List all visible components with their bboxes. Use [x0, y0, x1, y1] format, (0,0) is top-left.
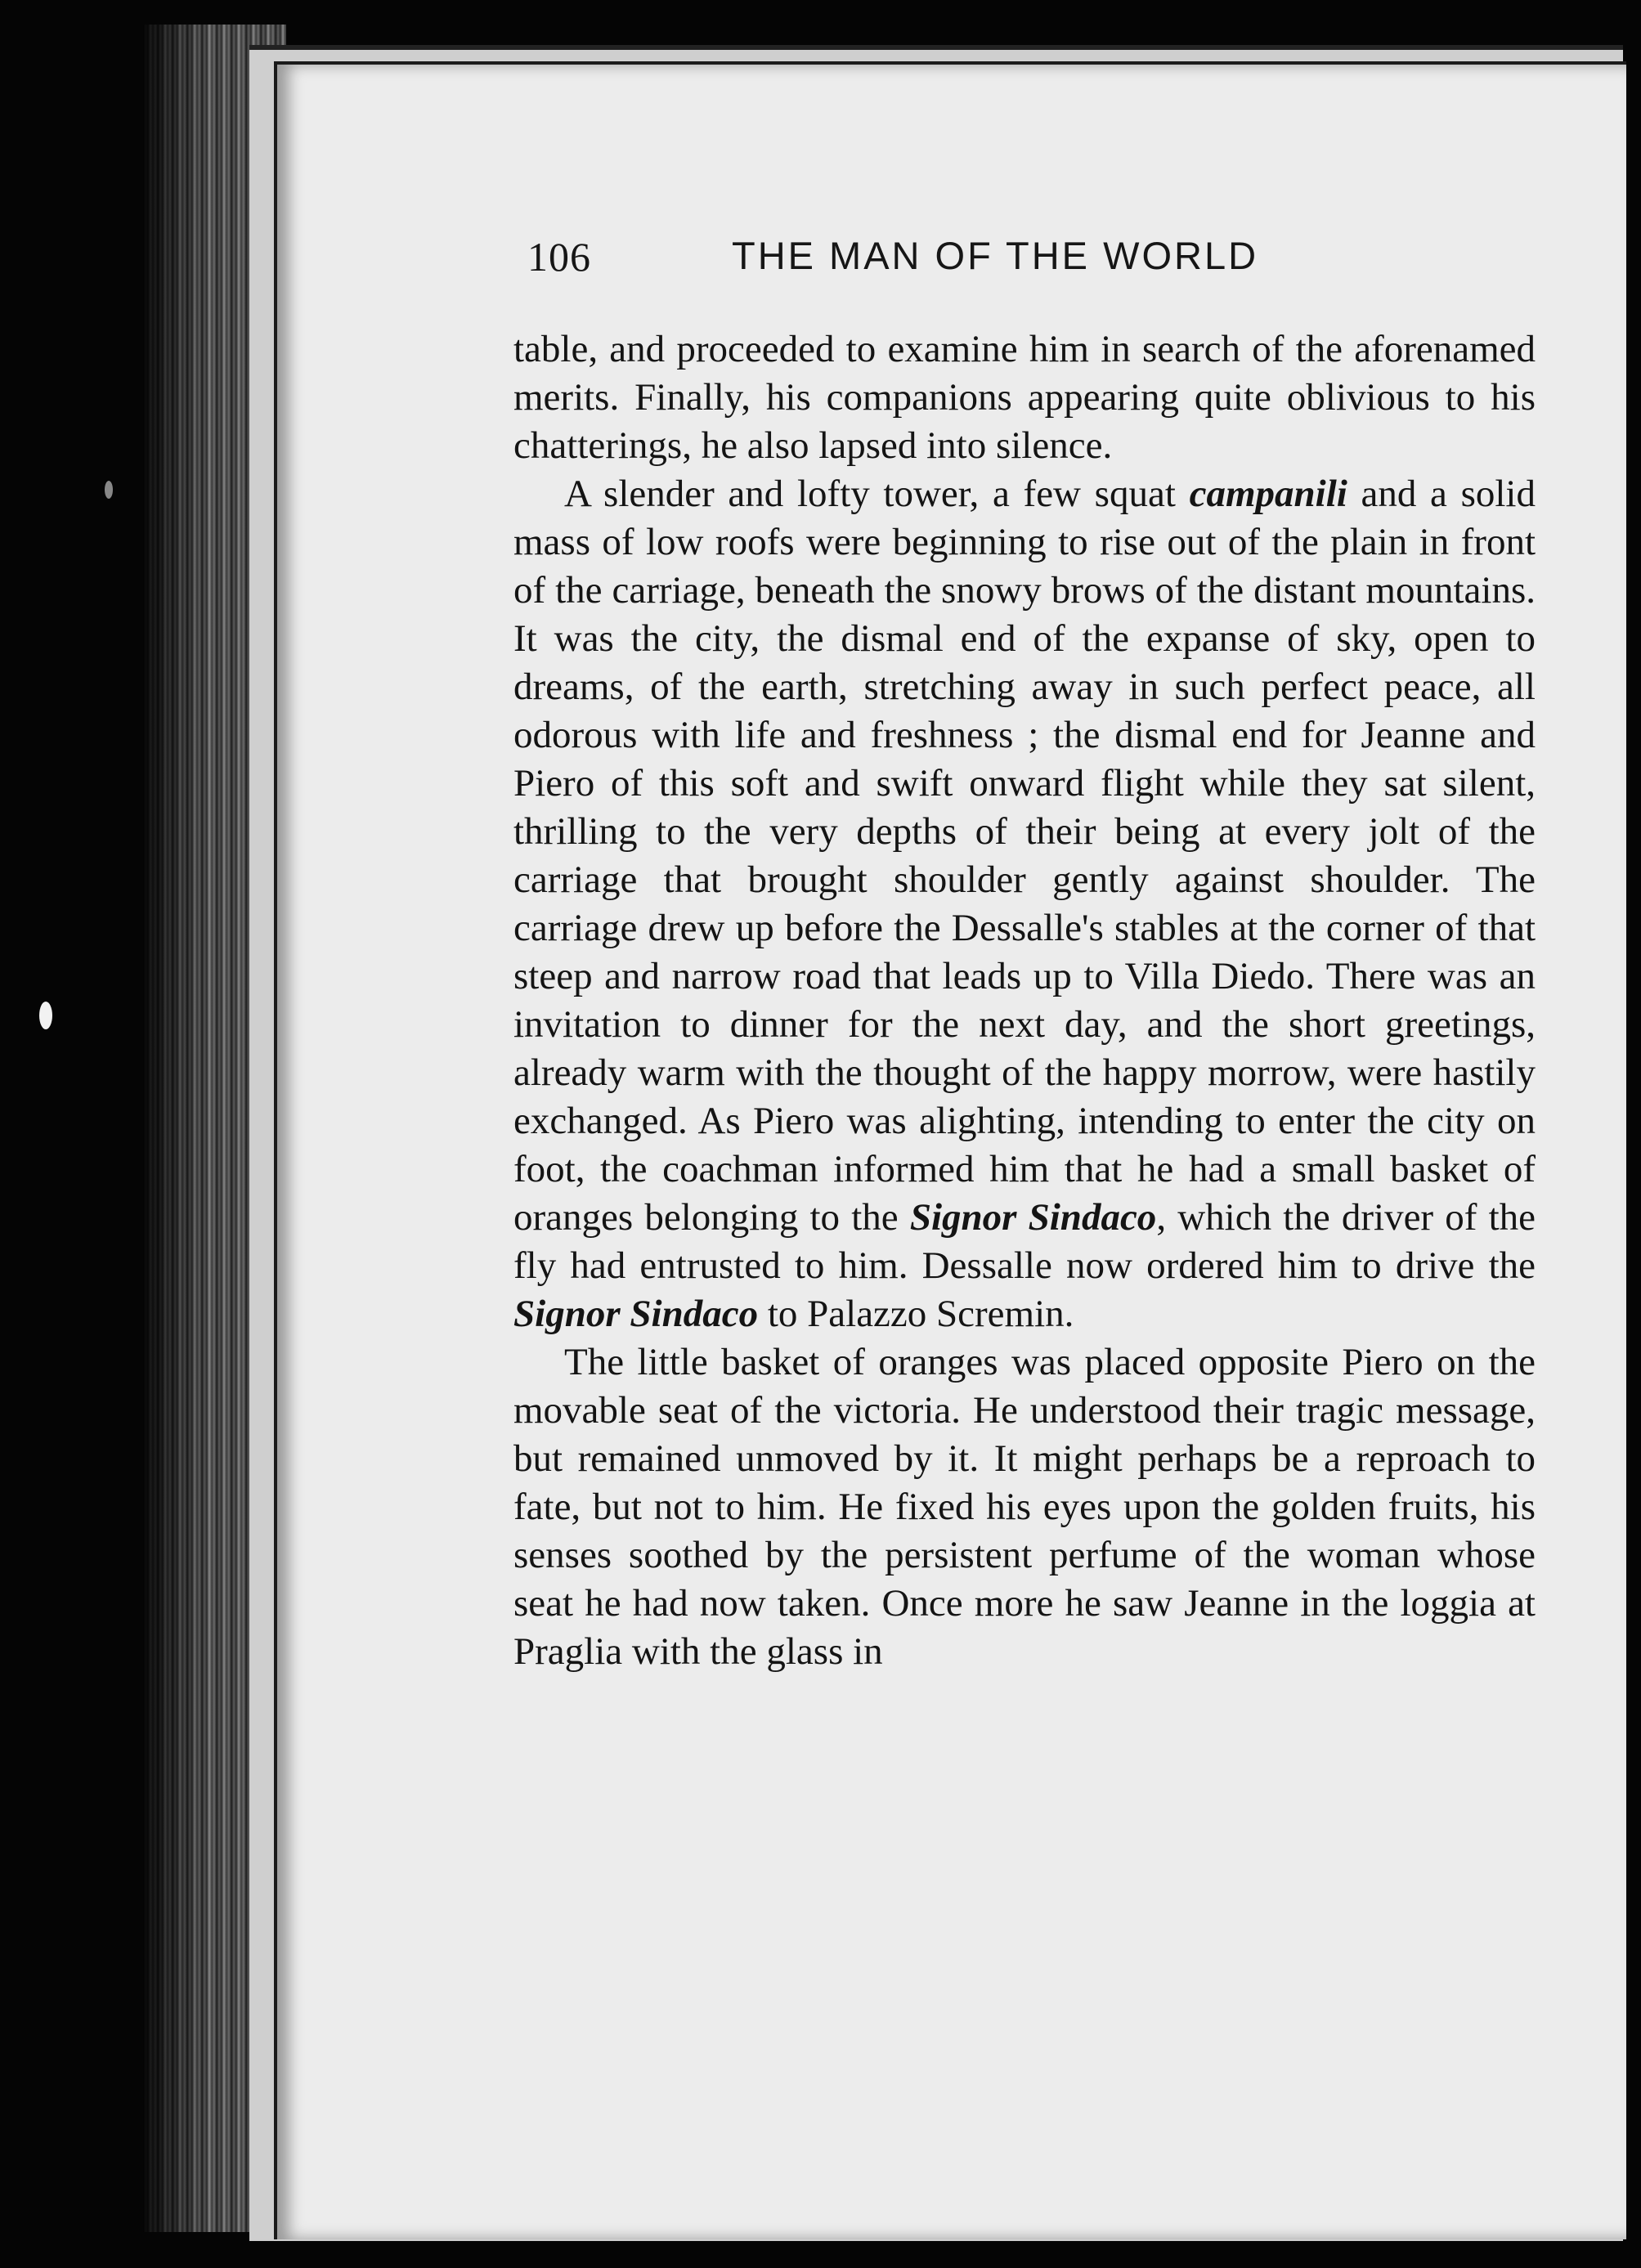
paragraph-1	[513, 325, 1536, 470]
text-run: to Palazzo Scremin.	[758, 1293, 1074, 1335]
running-title: THE MAN OF THE WORLD	[732, 234, 1259, 277]
body-text	[513, 325, 1536, 1676]
paragraph-2	[513, 470, 1536, 1338]
text-run: , which the driver of the fly had entrusted to him. Dessalle now ordered him to drive the	[513, 1196, 1536, 1287]
text-run: A slender and lofty tower, a few squat	[564, 473, 1190, 515]
italic-run: Signor Sindaco	[909, 1196, 1157, 1239]
book-spine-shadow	[143, 25, 208, 2232]
page-number: 106	[527, 234, 591, 280]
italic-run: Signor Sindaco	[513, 1293, 759, 1335]
text-run: The little basket of oranges was placed opposite Piero on the movable seat of the victoria. He understood their tragic message, but remained unmoved by it. It might perhaps be a reproach to fate, but not to him. He fixed his eyes upon the golden fruits, his senses soothed by the persistent perfume of the woman whose seat he had now taken. Once more he saw Jeanne in the loggia at Praglia with the glass in	[513, 1341, 1536, 1673]
scan-speck	[105, 481, 113, 499]
scan-speck	[39, 1002, 52, 1029]
paragraph-3	[513, 1338, 1536, 1676]
running-header	[527, 233, 1541, 290]
text-run: and a solid mass of low roofs were beginning to rise out of the plain in front of the carriage, beneath the snowy brows of the distant mountains. It was the city, the dismal end of the expanse of sky, open to dreams, of the earth, stretching away in such perfect peace, all odorous with life and freshness ; the dismal end for Jeanne and Piero of this soft and swift onward flight while they sat silent, thrilling to the very depths of their being at every jolt of the carriage that brought shoulder gently against shoulder. The carriage drew up before the Dessalle's stables at the corner of that steep and narrow road that leads up to Villa Diedo. There was an invitation to dinner for the next day, and the short greetings, already warm with the thought of the happy morrow, were hastily exchanged. As Piero was alighting, intending to enter the city on foot, the coachman informed him that he had a small basket of oranges belonging to the	[513, 473, 1536, 1239]
italic-run: campanili	[1189, 473, 1347, 515]
text-run: table, and proceeded to examine him in search of the aforenamed merits. Finally, his companions appearing quite oblivious to his chatterings, he also lapsed into silence.	[513, 328, 1536, 467]
